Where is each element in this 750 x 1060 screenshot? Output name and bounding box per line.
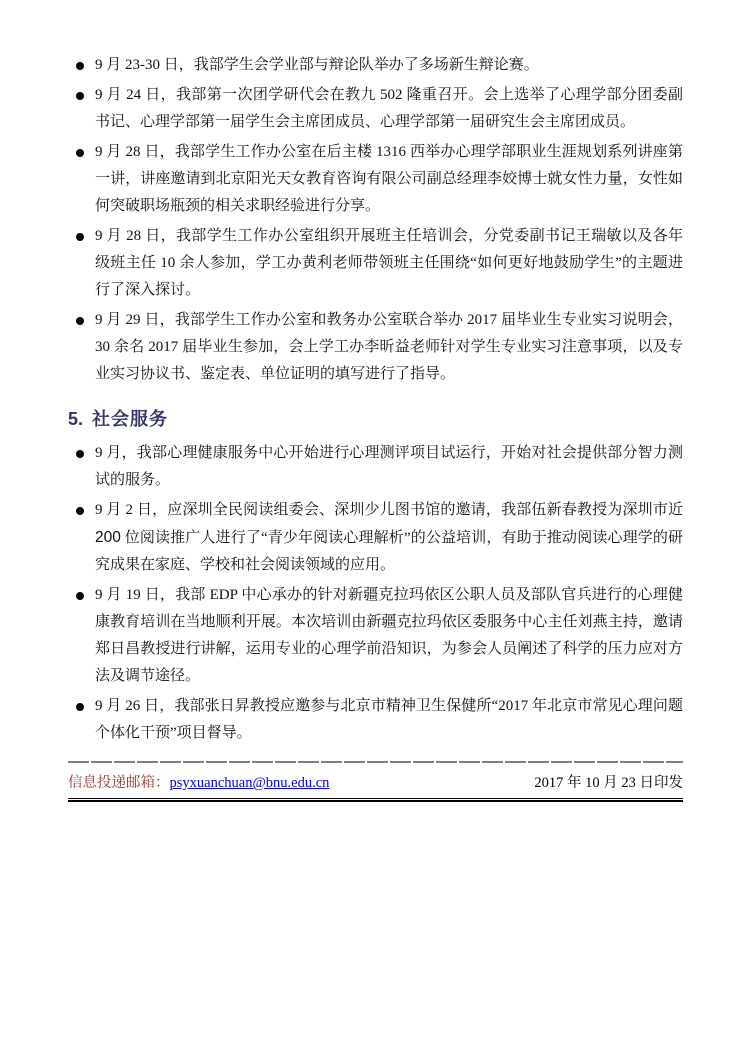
- bullet-icon: [76, 62, 84, 70]
- event-list-top: [68, 52, 683, 388]
- list-item: [68, 52, 683, 79]
- list-item-text: 9 月 28 日，我部学生工作办公室在后主楼 1316 西举办心理学部职业生涯规划系列讲座第一讲，讲座邀请到北京阳光天女教育咨询有限公司副总经理李姣博士就女性力量，女性如何突破职场瓶颈的相关求职经验进行分享。: [95, 144, 683, 214]
- section-title: 社会服务: [92, 409, 169, 429]
- section-number: 5.: [68, 409, 84, 429]
- list-item-text: 9 月 24 日，我部第一次团学研代会在教九 502 隆重召开。会上选举了心理学部分团委副书记、心理学部第一届学生会主席团成员、心理学部第一届研究生会主席团成员。: [95, 87, 683, 130]
- footer: [68, 761, 683, 802]
- bullet-icon: [76, 149, 84, 157]
- list-item-text: 9 月 23-30 日，我部学生会学业部与辩论队举办了多场新生辩论赛。: [95, 57, 539, 73]
- list-item: [68, 223, 683, 304]
- footer-print-date: 2017 年 10 月 23 日印发: [534, 775, 683, 791]
- list-item-text: 9 月 26 日，我部张日昇教授应邀参与北京市精神卫生保健所“2017 年北京市常见心理问题个体化干预”项目督导。: [95, 698, 683, 741]
- bullet-icon: [76, 233, 84, 241]
- dashed-divider: [68, 761, 683, 763]
- bullet-icon: [76, 92, 84, 100]
- list-item-text: 9 月 28 日，我部学生工作办公室组织开展班主任培训会，分党委副书记王瑞敏以及各年级班主任 10 余人参加，学工办黄利老师带领班主任围绕“如何更好地鼓励学生”的主题进行了深入探讨。: [95, 228, 683, 298]
- list-item: [68, 497, 683, 579]
- footer-email-label: 信息投递邮箱：: [68, 775, 170, 791]
- event-list-social: [68, 440, 683, 747]
- bullet-icon: [76, 317, 84, 325]
- footer-email-link[interactable]: psyxuanchuan@bnu.edu.cn: [169, 775, 330, 791]
- list-item: [68, 582, 683, 690]
- list-item: [68, 440, 683, 494]
- list-item-text: 9 月 19 日，我部 EDP 中心承办的针对新疆克拉玛依区公职人员及部队官兵进行的心理健康教育培训在当地顺利开展。本次培训由新疆克拉玛依区委服务中心主任刘燕主持，邀请郑日昌教授进行讲解，运用专业的心理学前沿知识，为参会人员阐述了科学的压力应对方法及调节途径。: [95, 587, 683, 684]
- section-heading: [68, 405, 683, 431]
- footer-contact: [68, 772, 329, 794]
- list-item: [68, 693, 683, 747]
- list-item-text: 9 月，我部心理健康服务中心开始进行心理测评项目试运行，开始对社会提供部分智力测试的服务。: [95, 445, 683, 488]
- bottom-border-rule: [68, 798, 683, 802]
- list-item-text: 9 月 29 日，我部学生工作办公室和教务办公室联合举办 2017 届毕业生专业实习说明会，30 余名 2017 届毕业生参加，会上学工办李昕益老师针对学生专业实习注意事项，以及专业实习协议书、鉴定表、单位证明的填写进行了指导。: [95, 312, 683, 382]
- bullet-icon: [76, 450, 84, 458]
- list-item-text: 9 月 2 日，应深圳全民阅读组委会、深圳少儿图书馆的邀请，我部伍新春教授为深圳市近 200 位阅读推广人进行了“青少年阅读心理解析”的公益培训，有助于推动阅读心理学的研究成果在家庭、学校和社会阅读领域的应用。: [95, 502, 683, 573]
- bullet-icon: [76, 507, 84, 515]
- list-item: [68, 82, 683, 136]
- footer-row: [68, 772, 683, 794]
- list-item: [68, 139, 683, 220]
- bullet-icon: [76, 592, 84, 600]
- list-item: [68, 307, 683, 388]
- bullet-icon: [76, 703, 84, 711]
